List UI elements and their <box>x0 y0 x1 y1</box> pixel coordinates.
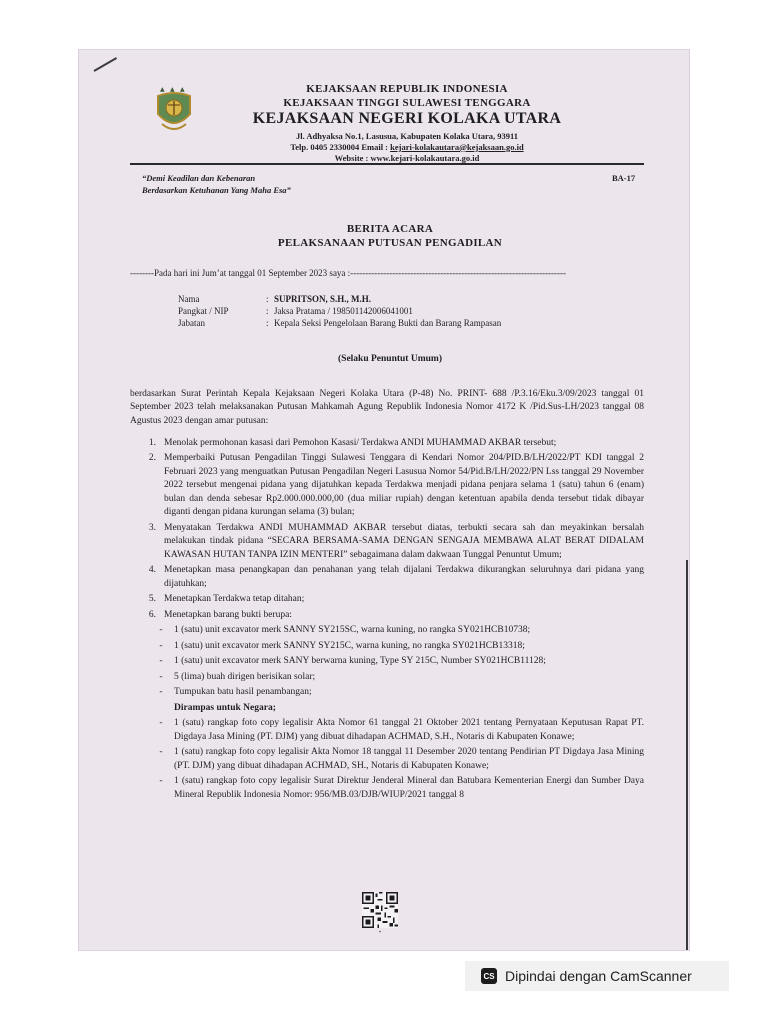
letterhead-line2: KEJAKSAAN TINGGI SULAWESI TENGGARA <box>283 96 531 109</box>
position-row: Jabatan : Kepala Seksi Pengelolaan Barang Bukti dan Barang Rampasan <box>178 318 502 329</box>
evidence-item: - 1 (satu) unit excavator merk SANY berwarna kuning, Type SY 215C, Number SY021HCB11128; <box>159 656 546 667</box>
item-text: Memperbaiki Putusan Pengadilan Tinggi Sulawesi Tenggara di Kendari Nomor 204/PID.B/LH/2022/PT KDI tanggal 2 Februari 2023 yang menguatkan Putusan Pengadilan Negeri Lasusua Nomor 54/Pid.B/LH/2022/PN Lss tanggal 29 November 2022 tersebut mengenai pidana yang dijatuhkan kepada Terdakwa menjadi pidana penjara selama 1 (satu) tahun 6 (enam) bulan dan denda sebesar Rp2.000.000.000,00 (dua miliar rupiah) dengan ketentuan apabila denda tersebut tidak dibayar diganti dengan pidana kurungan selama (3) bulan; <box>164 453 644 518</box>
item-number: 5. <box>148 594 156 605</box>
phone-label: Telp. 0405 2330004 Email : <box>290 141 391 152</box>
svg-text:▲: ▲ <box>180 86 185 93</box>
prosecutor-emblem-icon <box>152 84 196 136</box>
item-number: 3. <box>148 522 156 533</box>
svg-text:▲: ▲ <box>170 86 175 93</box>
motto-line2: Berdasarkan Ketuhanan Yang Maha Esa” <box>142 185 291 196</box>
form-code: BA-17 <box>612 173 636 183</box>
camscanner-label: Dipindai dengan CamScanner <box>505 968 692 984</box>
item-text: Menetapkan barang bukti berupa: <box>164 609 292 620</box>
letterhead-website[interactable]: Website : www.kejari-kolakautara.go.id <box>334 152 480 163</box>
position-value: Kepala Seksi Pengelolaan Barang Bukti dan Barang Rampasan <box>274 318 502 329</box>
document-title <box>200 222 580 251</box>
title-line1: BERITA ACARA <box>346 223 434 235</box>
role-caption: (Selaku Penuntut Umum) <box>338 354 442 364</box>
name-label: Nama <box>178 294 200 304</box>
letterhead-divider <box>130 163 644 165</box>
list-item <box>130 593 644 606</box>
seized-item: - 1 (satu) rangkap foto copy legalisir Akta Nomor 61 tanggal 21 Oktober 2021 tentang Pernyataan Keputusan Rapat PT. Digdaya Jasa Mining (PT. DJM) yang dibuat dihadapan ACHMAD, S.H., Notaris di Kabupaten Konawe; <box>159 718 644 742</box>
item-number: 4. <box>148 565 156 576</box>
list-item <box>130 522 644 562</box>
qr-caption: ✦ <box>378 929 382 934</box>
seized-item: - 1 (satu) rangkap foto copy legalisir Surat Direktur Jenderal Mineral dan Batubara Kementerian Energi dan Sumber Daya Mineral Republik Indonesia Nomor: 956/MB.03/DJB/WIUP/2021 tanggal 8 <box>159 776 644 800</box>
list-item <box>130 437 644 450</box>
body-paragraph: berdasarkan Surat Perintah Kepala Kejaksaan Negeri Kolaka Utara (P-48) No. PRINT- 688 /P.3.16/Eku.3/09/2023 tanggal 01 September 2023 telah melaksanakan Putusan Mahkamah Agung Republik Indonesia Nomor 4172 K /Pid.Sus-LH/2023 tanggal 08 Agustus 2023 dengan amar putusan: <box>130 389 644 426</box>
page-edge-shadow <box>686 560 688 950</box>
list-item <box>130 609 644 622</box>
officer-identity <box>178 293 501 329</box>
email-link[interactable]: kejari-kolakautara@kejaksaan.go.id <box>390 141 524 152</box>
position-label: Jabatan <box>178 318 205 329</box>
opening-line: --------Pada hari ini Jum’at tanggal 01 September 2023 saya :------------------------------------------------------------------------ <box>130 268 566 278</box>
letterhead <box>212 84 602 163</box>
rank-value: Jaksa Pratama / 198501142006041001 <box>274 306 413 317</box>
item-text: Menolak permohonan kasasi dari Pemohon Kasasi/ Terdakwa ANDI MUHAMMAD AKBAR tersebut; <box>164 438 557 448</box>
item-text: Menyatakan Terdakwa ANDI MUHAMMAD AKBAR tersebut diatas, terbukti secara sah dan meyakinkan bersalah melakukan tindak pidana “SECARA BERSAMA-SAMA DENGAN SENGAJA MEMBAWA ALAT BERAT DIDALAM KAWASAN HUTAN TANPA IZIN MENTERI” sebagaimana dalam dakwaan Tunggal Penuntut Umum; <box>164 522 644 560</box>
title-line2: PELAKSANAAN PUTUSAN PENGADILAN <box>277 237 503 250</box>
list-item <box>130 564 644 591</box>
name-row: Nama : SUPRITSON, S.H., M.H. <box>178 294 372 304</box>
item-number: 2. <box>148 453 156 464</box>
motto-line1: “Demi Keadilan dan Kebenaran <box>142 173 256 183</box>
item-number: 6. <box>148 609 156 620</box>
item-text: Menetapkan masa penangkapan dan penahanan yang telah dijalani Terdakwa dikurangkan seluruhnya dari pidana yang dijatuhkan; <box>164 565 644 589</box>
seized-item: - 1 (satu) rangkap foto copy legalisir Akta Nomor 18 tanggal 11 Desember 2020 tentang Pendirian PT Digdaya Jasa Mining (PT. DJM) yang dibuat dihadapan ACHMAD, SH., Notaris di Kabupaten Konawe; <box>159 747 644 771</box>
seized-heading: Dirampas untuk Negara; <box>174 702 276 713</box>
camscanner-logo-icon: CS <box>481 968 497 984</box>
item-number: 1. <box>148 438 156 448</box>
camscanner-watermark <box>465 961 729 991</box>
evidence-item: - 5 (lima) buah dirigen berisikan solar; <box>159 671 316 682</box>
letterhead-address: Jl. Adhyaksa No.1, Lasusua, Kabupaten Kolaka Utara, 93911 <box>296 130 518 141</box>
name-value: SUPRITSON, S.H., M.H. <box>274 294 372 304</box>
rank-row: Pangkat / NIP : Jaksa Pratama / 198501142006041001 <box>178 306 413 317</box>
item-text: Menetapkan Terdakwa tetap ditahan; <box>164 594 305 605</box>
rank-label: Pangkat / NIP <box>178 306 229 317</box>
motto <box>142 172 291 197</box>
svg-text:▲: ▲ <box>160 86 165 93</box>
list-item <box>130 452 644 519</box>
evidence-item: - Tumpukan batu hasil penambangan; <box>159 687 312 698</box>
letterhead-line1: KEJAKSAAN REPUBLIK INDONESIA <box>306 83 508 95</box>
evidence-item: - 1 (satu) unit excavator merk SANNY SY215C, warna kuning, no rangka SY021HCB13318; <box>159 640 525 651</box>
letterhead-contact <box>212 143 602 152</box>
qr-code-icon[interactable] <box>362 892 398 928</box>
letterhead-office-name: KEJAKSAAN NEGERI KOLAKA UTARA <box>252 110 562 128</box>
verdict-list <box>130 437 644 804</box>
evidence-item: - 1 (satu) unit excavator merk SANNY SY215SC, warna kuning, no rangka SY021HCB10738; <box>159 625 531 636</box>
